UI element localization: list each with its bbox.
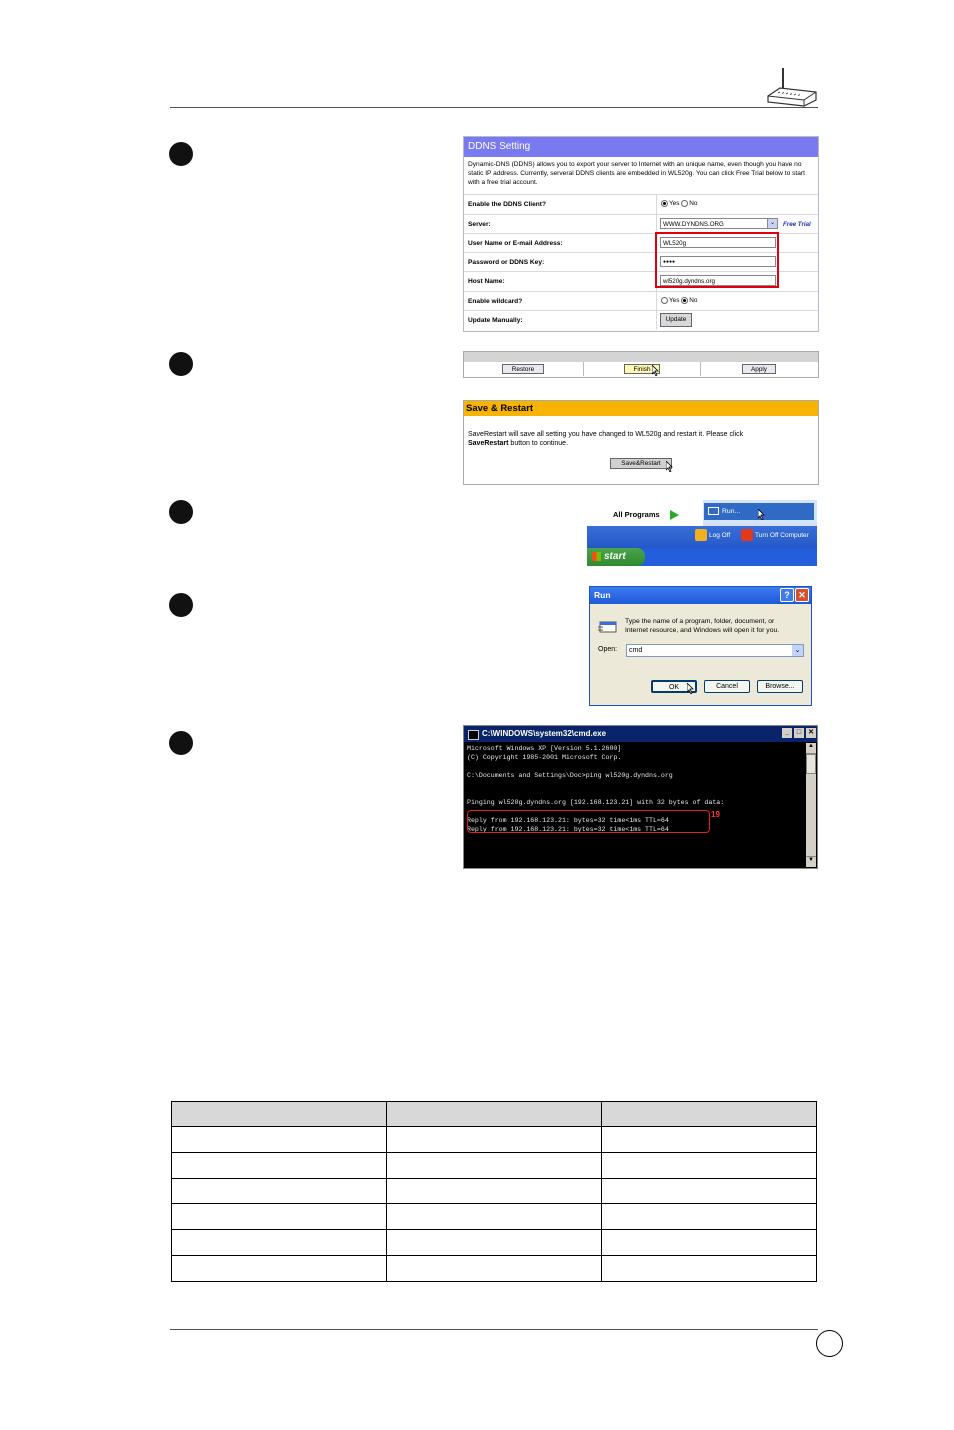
update-button[interactable]: Update — [660, 313, 692, 327]
cmd-line — [467, 789, 803, 798]
run-program-icon — [598, 619, 618, 635]
save-restart-title: Save & Restart — [464, 401, 818, 416]
ok-button[interactable]: OK — [651, 680, 697, 693]
run-icon — [708, 507, 719, 515]
save-restart-panel — [463, 400, 819, 485]
ddns-title: DDNS Setting — [464, 137, 818, 157]
close-button[interactable]: ✕ — [806, 728, 816, 738]
step-marker — [169, 500, 193, 524]
cmd-window — [463, 725, 818, 869]
restore-button[interactable]: Restore — [502, 364, 544, 374]
scrollbar[interactable]: ▲ ▼ — [806, 743, 816, 867]
power-icon — [741, 529, 753, 541]
ddns-row-server — [464, 214, 818, 234]
close-button[interactable]: ✕ — [795, 588, 809, 602]
cancel-button[interactable]: Cancel — [704, 680, 750, 693]
no-radio[interactable] — [681, 200, 688, 207]
yes-label: Yes — [669, 200, 680, 208]
ddns-label: Password or DDNS Key: — [468, 259, 545, 266]
cmd-line — [467, 780, 803, 789]
turn-off-label: Turn Off Computer — [755, 532, 809, 539]
yes-radio[interactable] — [661, 297, 668, 304]
all-programs-label: All Programs — [613, 509, 660, 519]
open-label: Open: — [598, 646, 618, 653]
table-header-row — [172, 1102, 817, 1127]
turn-off-button[interactable] — [741, 529, 809, 543]
ddns-row-update — [464, 310, 818, 330]
action-button-bar — [463, 351, 819, 378]
ddns-label: Enable wildcard? — [468, 298, 523, 305]
minimize-button[interactable]: _ — [782, 728, 792, 738]
save-restart-text — [468, 430, 808, 448]
run-menu-item[interactable] — [704, 503, 814, 520]
chevron-down-icon[interactable]: ⌄ — [792, 645, 803, 656]
ddns-label: Update Manually: — [468, 317, 523, 324]
save-text-part: SaveRestart will save all setting you have changed to WL520g and restart it. Please click — [468, 431, 744, 438]
key-icon — [695, 529, 707, 541]
step-marker — [169, 352, 193, 376]
table-row — [172, 1178, 817, 1204]
free-trial-link[interactable]: Free Trial — [783, 221, 811, 228]
save-text-part: button to continue. — [510, 440, 569, 447]
footer-rule — [170, 1329, 818, 1330]
yes-label: Yes — [669, 297, 680, 305]
table-row — [172, 1152, 817, 1178]
table-row — [172, 1255, 817, 1281]
run-dialog — [589, 586, 812, 706]
browse-button[interactable]: Browse... — [757, 680, 803, 693]
hostname-input[interactable]: wl520g.dyndns.org — [660, 275, 776, 286]
log-off-button[interactable] — [695, 529, 730, 543]
run-dialog-title: Run — [590, 587, 811, 604]
mouse-cursor-icon — [758, 509, 766, 520]
start-label: start — [604, 551, 626, 562]
annotation-number: 19 — [711, 810, 720, 819]
router-icon — [766, 66, 818, 108]
header-rule — [170, 107, 818, 108]
mouse-cursor-icon — [666, 461, 674, 472]
run-description: Type the name of a program, folder, document, or Internet resource, and Windows will open it for you. — [625, 618, 780, 634]
cmd-line: Reply from 192.168.123.21: bytes=32 time<1ms TTL=64 — [467, 817, 669, 824]
finish-button[interactable]: Finish — [624, 364, 660, 374]
maximize-button[interactable]: □ — [794, 728, 804, 738]
table-row — [172, 1127, 817, 1153]
ddns-row-wildcard — [464, 291, 818, 311]
reply-highlight-box — [467, 810, 710, 833]
no-radio[interactable] — [681, 297, 688, 304]
no-label: No — [689, 200, 698, 208]
mouse-cursor-icon — [687, 683, 695, 694]
server-value: WWW.DYNDNS.ORG — [663, 221, 724, 228]
ddns-row-enable — [464, 194, 818, 214]
cmd-line: (C) Copyright 1985-2001 Microsoft Corp. — [467, 754, 622, 761]
help-button[interactable]: ? — [780, 588, 794, 602]
server-select[interactable] — [660, 218, 778, 229]
log-off-label: Log Off — [709, 532, 731, 539]
reference-table — [171, 1101, 817, 1282]
run-label: Run... — [722, 508, 741, 515]
start-button[interactable] — [587, 548, 645, 566]
ddns-label: Server: — [468, 221, 491, 228]
apply-button[interactable]: Apply — [742, 364, 776, 374]
cmd-title-bar — [464, 726, 817, 742]
ddns-label: Host Name: — [468, 278, 505, 285]
table-row — [172, 1204, 817, 1230]
chevron-down-icon: ⌄ — [767, 219, 777, 228]
password-input[interactable]: ●●●● — [660, 256, 776, 267]
step-marker — [169, 142, 193, 166]
save-restart-button[interactable]: Save&Restart — [610, 458, 672, 469]
step-marker — [169, 593, 193, 617]
page-number-circle — [816, 1330, 843, 1357]
ddns-description: Dynamic-DNS (DDNS) allows you to export your server to Internet with an unique name, even though you have no static IP address. Currently, serveral DDNS clients are embedded in WL520g. You can click Free Trial below to start with a free trial account. — [468, 161, 805, 186]
ddns-label: Enable the DDNS Client? — [468, 201, 547, 208]
ddns-label: User Name or E-mail Address: — [468, 240, 563, 247]
username-input[interactable]: WL520g — [660, 237, 776, 248]
highlight-box — [655, 232, 779, 288]
cmd-icon — [468, 730, 479, 740]
cmd-title: C:\WINDOWS\system32\cmd.exe — [482, 729, 607, 738]
cmd-line: C:\Documents and Settings\Doc>ping wl520g.dyndns.org — [467, 772, 673, 779]
cmd-line: Reply from 192.168.123.21: bytes=32 time<1ms TTL=64 — [467, 826, 669, 833]
cmd-line: Pinging wl520g.dyndns.org [192.168.123.21] with 32 bytes of data: — [467, 799, 725, 806]
cmd-line — [467, 762, 803, 771]
open-input[interactable] — [626, 644, 804, 657]
windows-logo-icon — [592, 552, 601, 561]
arrow-right-icon — [668, 509, 680, 521]
cmd-line: Microsoft Windows XP [Version 5.1.2600] — [467, 745, 622, 752]
start-menu — [587, 500, 817, 566]
mouse-cursor-icon — [652, 365, 660, 376]
yes-radio[interactable] — [661, 200, 668, 207]
table-row — [172, 1230, 817, 1256]
all-programs-item[interactable] — [613, 509, 680, 521]
no-label: No — [689, 297, 698, 305]
open-input-value: cmd — [629, 647, 643, 654]
save-text-bold: SaveRestart — [468, 440, 509, 447]
step-marker — [169, 731, 193, 755]
